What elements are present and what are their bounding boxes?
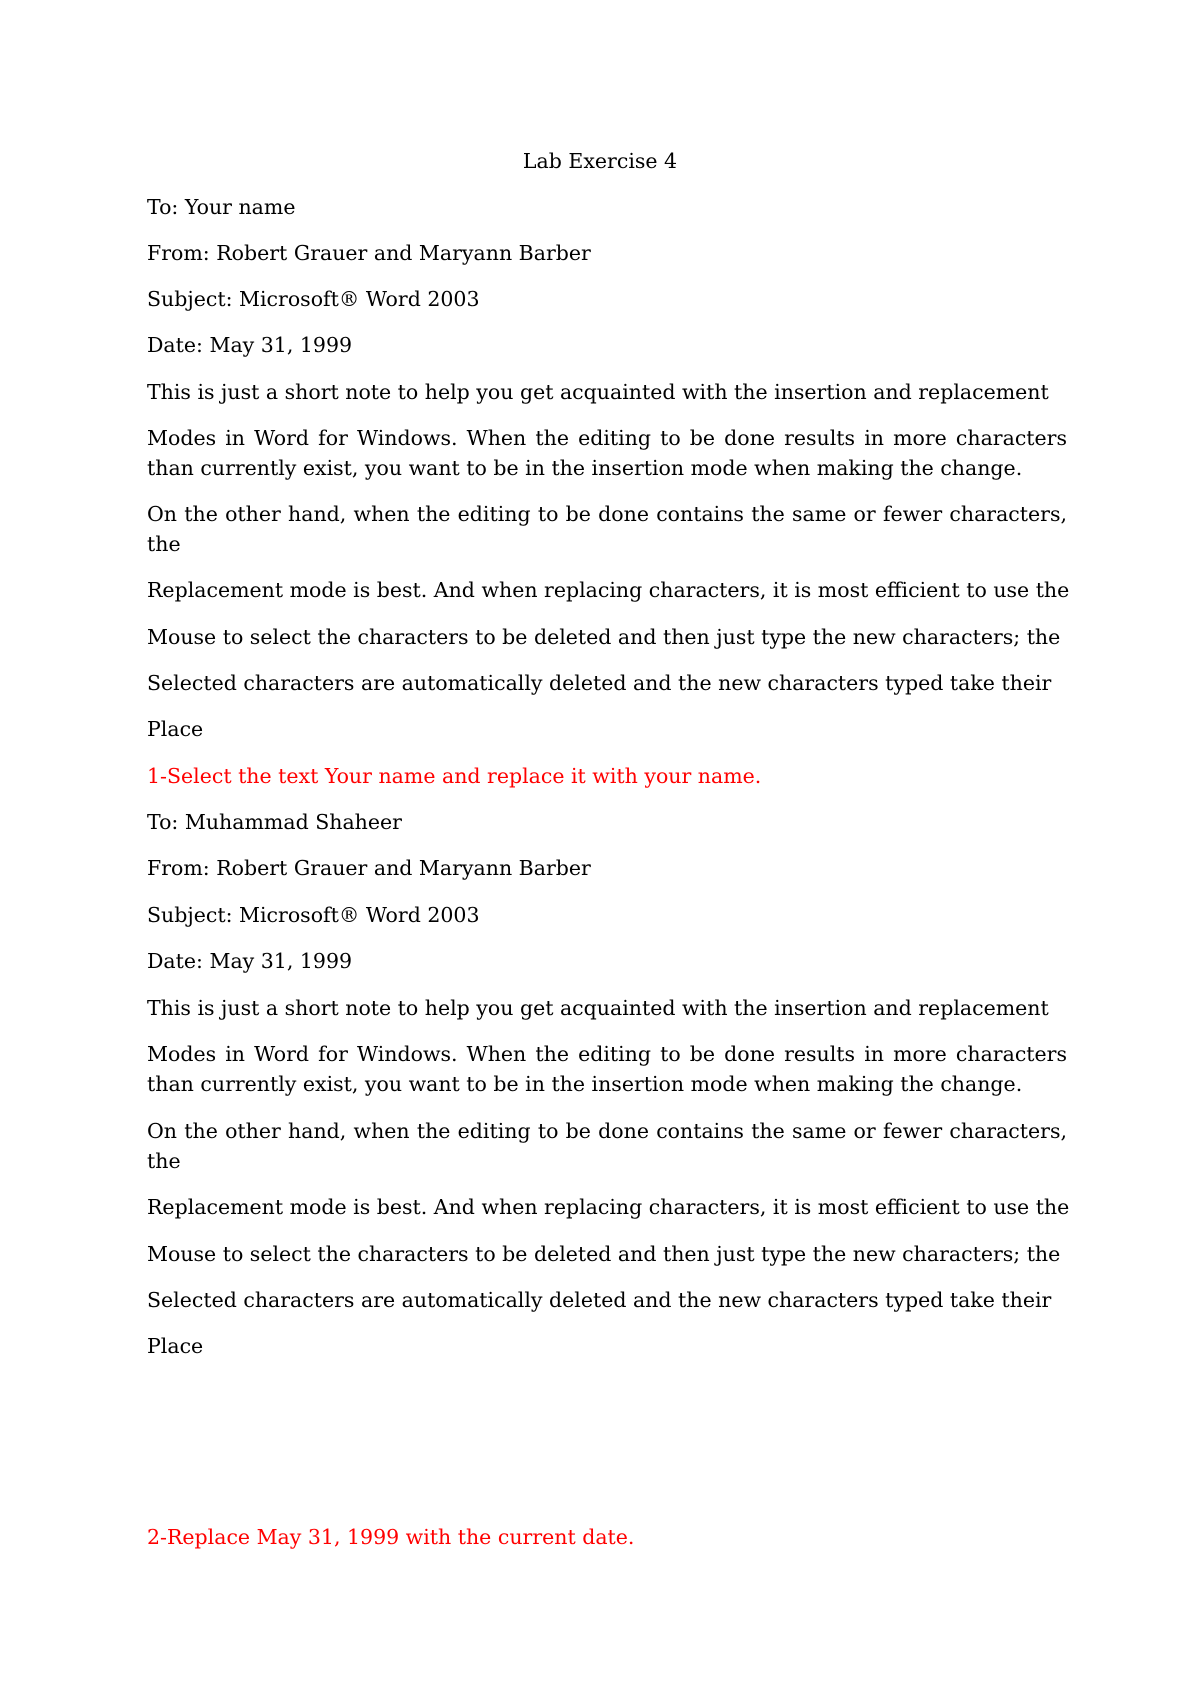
instruction-2: 2-Replace May 31, 1999 with the current date. xyxy=(147,1525,635,1549)
memo2-from: From: Robert Grauer and Maryann Barber xyxy=(147,856,591,880)
memo2-paragraph-4: Replacement mode is best. And when replacing characters, it is most efficient to use the xyxy=(147,1195,1070,1219)
memo2-paragraph-5: Mouse to select the characters to be deleted and then just type the new characters; the xyxy=(147,1242,1061,1266)
memo2-subject: Subject: Microsoft® Word 2003 xyxy=(147,903,480,927)
memo2-paragraph-1: This is just a short note to help you get acquainted with the insertion and replacement xyxy=(147,996,1049,1020)
memo1-paragraph-2: Modes in Word for Windows. When the editing to be done results in more characters than currently exist, you want to be in the insertion mode when making the change. xyxy=(147,426,1067,480)
memo1-paragraph-4: Replacement mode is best. And when replacing characters, it is most efficient to use the xyxy=(147,578,1070,602)
memo2-paragraph-3: On the other hand, when the editing to be done contains the same or fewer characters, the xyxy=(147,1119,1067,1173)
memo1-date: Date: May 31, 1999 xyxy=(147,333,353,357)
memo2-paragraph-6: Selected characters are automatically deleted and the new characters typed take their xyxy=(147,1288,1052,1312)
memo1-to: To: Your name xyxy=(147,195,296,219)
instruction-1: 1-Select the text Your name and replace it with your name. xyxy=(147,764,762,788)
memo1-from: From: Robert Grauer and Maryann Barber xyxy=(147,241,591,265)
memo2-date: Date: May 31, 1999 xyxy=(147,949,353,973)
memo1-paragraph-6: Selected characters are automatically deleted and the new characters typed take their xyxy=(147,671,1052,695)
memo1-paragraph-1: This is just a short note to help you get acquainted with the insertion and replacement xyxy=(147,380,1049,404)
memo1-paragraph-7: Place xyxy=(147,717,204,741)
memo1-subject: Subject: Microsoft® Word 2003 xyxy=(147,287,480,311)
memo1-paragraph-3: On the other hand, when the editing to be done contains the same or fewer characters, the xyxy=(147,502,1067,556)
memo2-paragraph-2: Modes in Word for Windows. When the editing to be done results in more characters than currently exist, you want to be in the insertion mode when making the change. xyxy=(147,1042,1067,1096)
memo1-paragraph-5: Mouse to select the characters to be deleted and then just type the new characters; the xyxy=(147,625,1061,649)
document-title: Lab Exercise 4 xyxy=(522,149,678,173)
memo2-to: To: Muhammad Shaheer xyxy=(147,810,402,834)
memo2-paragraph-7: Place xyxy=(147,1334,204,1358)
